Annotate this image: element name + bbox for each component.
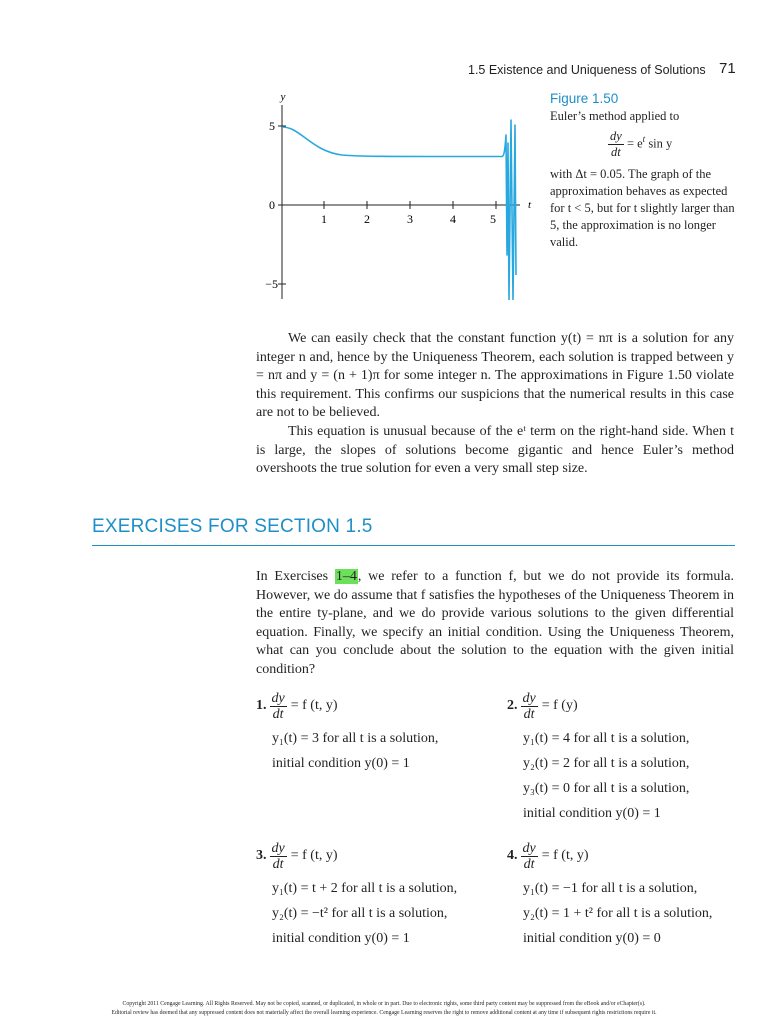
exercise-4 — [507, 836, 712, 951]
copyright-footer — [0, 1000, 768, 1018]
paragraph-1: We can easily check that the constant function y(t) = nπ is a solution for any integer n and, hence by the Uniqueness Theorem, each solution is trapped between y = nπ and y = (n + 1)π for some integer n. The approximations in Figure 1.50 violate this requirement. This confirms our suspicions that the numerical results in this case are not to be believed. — [256, 331, 734, 421]
fraction-numerator: dy — [522, 840, 536, 856]
t-tick-label-2: 2 — [364, 212, 370, 226]
footer-line-2: Editorial review has deemed that any suppressed content does not materially affect the overall learning experience. Cengage Learning reserves the right to remove additional content at any time if subsequent rights restrictions require it. — [111, 1010, 657, 1016]
exercise-line: initial condition y(0) = 1 — [272, 931, 410, 946]
fraction-denominator: dt — [272, 856, 284, 872]
fraction-numerator: dy — [610, 129, 622, 143]
exercise-line: y₂(t) = 1 + t² for all t is a solution, — [523, 906, 713, 921]
fraction-denominator: dt — [523, 706, 535, 722]
y-tick-label-5: 5 — [269, 119, 275, 133]
caption-equation — [608, 129, 735, 160]
running-header — [0, 58, 768, 84]
fraction-numerator: dy — [271, 840, 285, 856]
derivative-fraction — [521, 691, 538, 722]
exercise-line: y₃(t) = 0 for all t is a solution, — [523, 781, 690, 796]
paragraph-2: This equation is unusual because of the eᵗ term on the right-hand side. When t is large, the slopes of solutions become gigantic and hence Euler’s method overshoots the true solution for even a very small step size. — [256, 423, 734, 477]
figure-caption — [550, 90, 735, 251]
t-tick-label-5: 5 — [490, 212, 496, 226]
equation-rhs: = f (y) — [541, 698, 578, 713]
page-number: 71 — [719, 60, 736, 77]
exercise-number: 4. — [507, 848, 518, 863]
figure-plot — [250, 85, 550, 300]
t-tick-label-1: 1 — [321, 212, 327, 226]
exercise-2 — [507, 686, 689, 826]
fraction-denominator: dt — [611, 145, 621, 159]
exercise-equation — [507, 686, 689, 726]
exercise-line: y₁(t) = t + 2 for all t is a solution, — [272, 881, 458, 896]
y-tick-label-0: 0 — [269, 198, 275, 212]
exercise-equation — [256, 686, 438, 726]
footer-line-1: Copyright 2011 Cengage Learning. All Rights Reserved. May not be copied, scanned, or duplicated, in whole or in part. Due to electronic rights, some third party content may be suppressed from the eBook and/or eChapter(s). — [122, 1001, 646, 1007]
fraction-denominator: dt — [272, 706, 284, 722]
exercise-line: y₂(t) = −t² for all t is a solution, — [272, 906, 448, 921]
exercises-heading: EXERCISES FOR SECTION 1.5 — [92, 516, 373, 537]
exercise-number: 1. — [256, 698, 267, 713]
exercise-line: initial condition y(0) = 0 — [523, 931, 661, 946]
equation-tail: sin y — [645, 136, 673, 151]
exercises-intro — [256, 568, 734, 680]
exercise-line: y₁(t) = −1 for all t is a solution, — [523, 881, 698, 896]
exercise-3 — [256, 836, 457, 951]
equation-rhs: = f (t, y) — [290, 848, 338, 863]
y-axis-label: y — [280, 91, 286, 103]
exercise-line: y₂(t) = 2 for all t is a solution, — [523, 756, 690, 771]
exercise-line: initial condition y(0) = 1 — [272, 756, 410, 771]
section-title: 1.5 Existence and Uniqueness of Solutions — [468, 63, 706, 77]
fraction-numerator: dy — [271, 690, 285, 706]
caption-body: with Δt = 0.05. The graph of the approximation behaves as expected for t < 5, but for t slightly larger than 5, the approximation is no longer valid. — [550, 167, 735, 249]
t-tick-label-3: 3 — [407, 212, 413, 226]
equation-rhs: = f (t, y) — [541, 848, 589, 863]
exercise-line: y₁(t) = 4 for all t is a solution, — [523, 731, 690, 746]
exercise-number: 3. — [256, 848, 267, 863]
figure-label: Figure 1.50 — [550, 91, 619, 106]
caption-intro: Euler’s method applied to — [550, 109, 680, 123]
intro-before: In Exercises — [256, 569, 335, 584]
intro-after: , we refer to a function f, but we do not provide its formula. However, we do assume that f satisfies the hypotheses of the Uniqueness Theorem in the entire ty-plane, and we do provide various solutions to the given differential equation. Finally, we specify an initial condition. Using the Uniqueness Theorem, what can you conclude about the solution to the equation with the given initial condition? — [256, 569, 734, 677]
equation-superscript: t — [642, 134, 646, 145]
exercise-line: y₁(t) = 3 for all t is a solution, — [272, 731, 439, 746]
exercise-equation — [507, 836, 712, 876]
body-text — [256, 330, 734, 479]
exercise-line: initial condition y(0) = 1 — [523, 806, 661, 821]
derivative-fraction — [521, 841, 538, 872]
equation-rhs: = e — [623, 136, 643, 151]
exercise-equation — [256, 836, 457, 876]
t-tick-label-4: 4 — [450, 212, 456, 226]
derivative-fraction — [608, 129, 624, 160]
exercise-1 — [256, 686, 438, 776]
equation-rhs: = f (t, y) — [290, 698, 338, 713]
fraction-denominator: dt — [523, 856, 535, 872]
exercise-number: 2. — [507, 698, 518, 713]
heading-rule — [92, 545, 735, 546]
euler-approximation-curve — [282, 120, 516, 300]
derivative-fraction — [270, 691, 287, 722]
y-tick-label-neg5: −5 — [265, 277, 278, 291]
fraction-numerator: dy — [522, 690, 536, 706]
derivative-fraction — [270, 841, 287, 872]
t-axis-label: t — [528, 199, 532, 211]
exercise-range-link[interactable]: 1–4 — [335, 569, 357, 584]
